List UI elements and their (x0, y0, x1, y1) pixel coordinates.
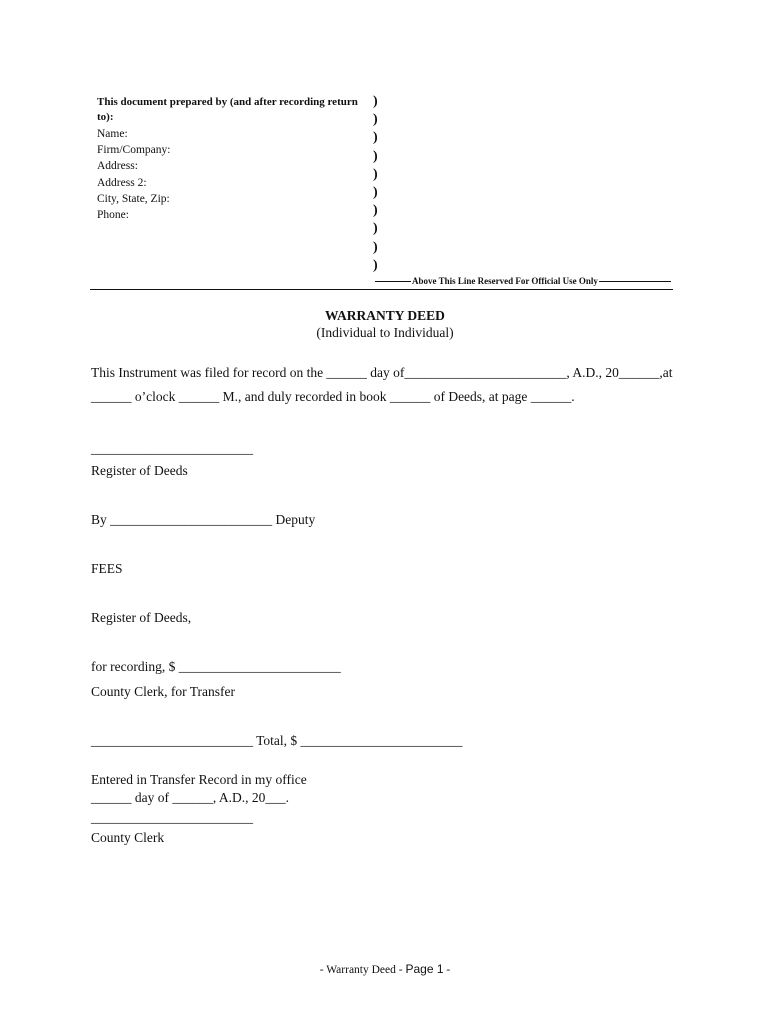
horizontal-rule (90, 289, 673, 290)
transfer-record-line-1: Entered in Transfer Record in my office (91, 772, 307, 787)
prepared-by-header: This document prepared by (and after recording return to): (97, 96, 358, 123)
recording-fee-line: for recording, $ ________________________ (91, 659, 341, 674)
parenthesis-column (373, 93, 378, 275)
filing-line-2: ______ o’clock ______ M., and duly recorded in book ______ of Deeds, at page ______. (91, 389, 575, 404)
total-fee-line: ________________________ Total, $ ________________________ (91, 733, 463, 748)
reserved-line-text: Above This Line Reserved For Official Use Only (412, 276, 598, 286)
transfer-record-line-2: ______ day of ______, A.D., 20___. (91, 790, 289, 805)
parenthesis: ) (373, 166, 378, 182)
address-label: Address: (97, 160, 138, 173)
parenthesis: ) (373, 130, 378, 146)
parenthesis: ) (373, 239, 378, 255)
name-label: Name: (97, 128, 128, 140)
parenthesis: ) (373, 257, 378, 273)
reserved-dash-right (599, 281, 671, 282)
address-2-label: Address 2: (97, 176, 147, 189)
deputy-line: By ________________________ Deputy (91, 512, 316, 527)
parenthesis: ) (373, 94, 378, 109)
parenthesis: ) (373, 203, 378, 219)
document-title: WARRANTY DEED (325, 308, 445, 323)
county-clerk-signature-line: ________________________ (91, 810, 253, 825)
page-footer (0, 962, 770, 976)
county-clerk-label: County Clerk (91, 830, 165, 845)
document-subtitle: (Individual to Individual) (316, 325, 454, 340)
footer-prefix: - Warranty Deed - (319, 964, 406, 976)
parenthesis: ) (373, 184, 378, 200)
firm-company-label: Firm/Company: (97, 144, 171, 157)
phone-label: Phone: (97, 209, 129, 222)
fees-register-label: Register of Deeds, (91, 610, 192, 625)
register-signature-line: ________________________ (91, 441, 253, 456)
parenthesis: ) (373, 112, 378, 128)
register-of-deeds-label: Register of Deeds (91, 463, 188, 478)
county-clerk-transfer-label: County Clerk, for Transfer (91, 684, 235, 699)
city-state-zip-label: City, State, Zip: (97, 192, 170, 205)
parenthesis: ) (373, 221, 378, 237)
parenthesis: ) (373, 148, 378, 164)
filing-line-1: This Instrument was filed for record on the ______ day of________________________, A.D., 20______,at (91, 365, 673, 380)
reserved-dash-left (375, 281, 411, 282)
prepared-by-fields (97, 126, 170, 223)
reserved-line (375, 276, 671, 286)
fees-heading: FEES (91, 561, 123, 576)
footer-suffix: - (443, 964, 451, 976)
page-number: Page 1 (405, 962, 444, 976)
